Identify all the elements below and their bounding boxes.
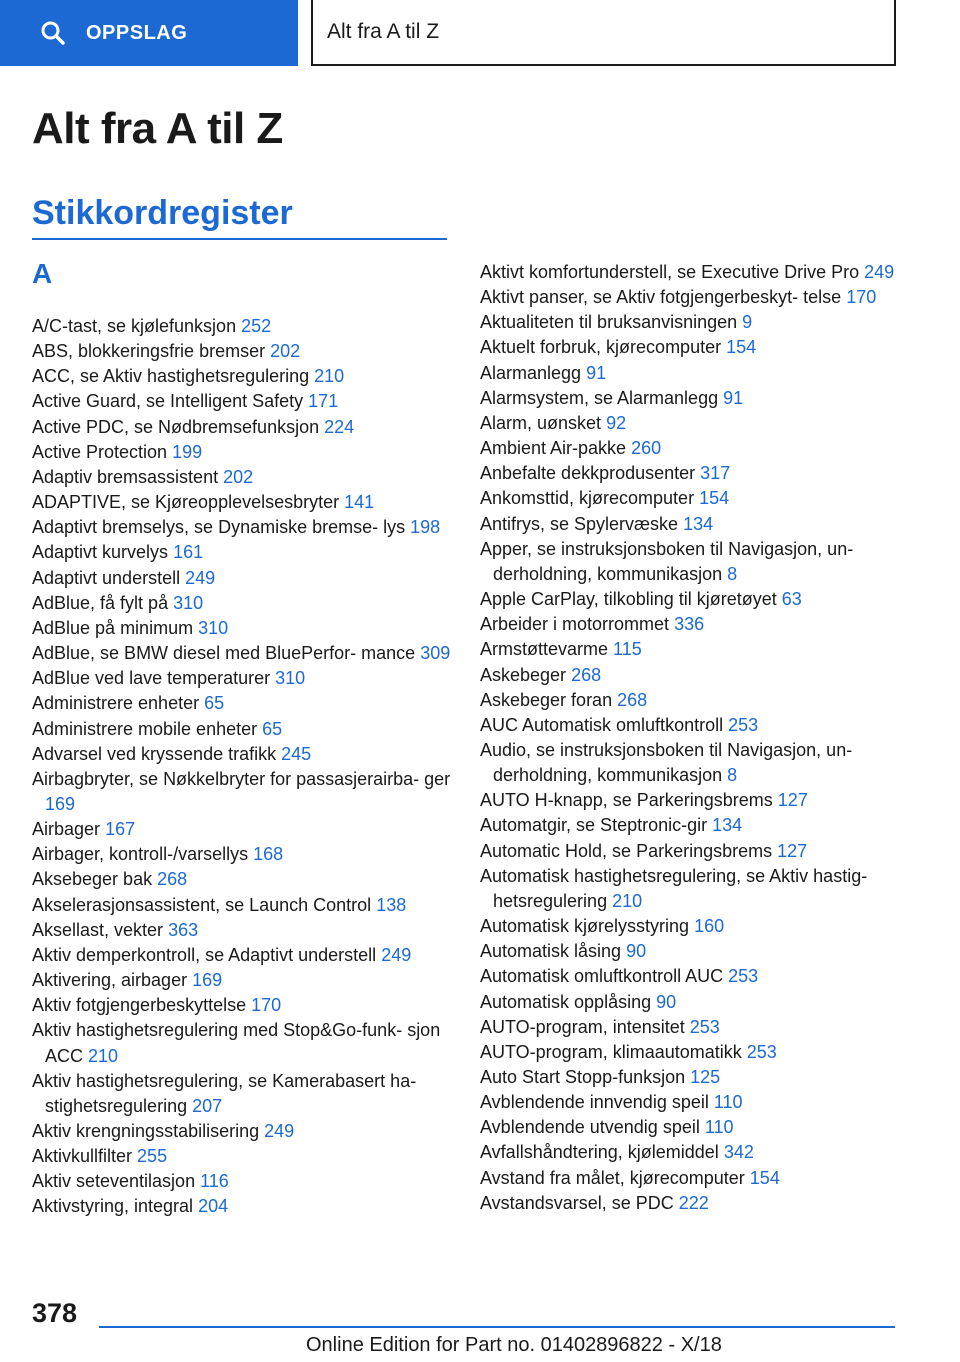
index-entry xyxy=(32,1169,452,1194)
index-entry-text: AUC Automatisk omluftkontroll xyxy=(480,714,724,735)
index-entry-page-link[interactable]: 8 xyxy=(727,563,738,584)
index-entry-text: AUTO-program, intensitet xyxy=(480,1016,685,1037)
index-entry-text: Aktivkullfilter xyxy=(32,1146,133,1167)
index-entry-text: Anbefalte dekkprodusenter xyxy=(480,463,696,484)
index-entry-page-link[interactable]: 268 xyxy=(617,689,648,710)
index-entry xyxy=(32,943,452,968)
index-entry-page-link[interactable]: 167 xyxy=(105,819,136,840)
index-entry-text: Automatisk opplåsing xyxy=(480,991,652,1012)
tab-oppslag-label: OPPSLAG xyxy=(86,21,188,44)
index-entry-page-link[interactable]: 210 xyxy=(314,366,345,387)
index-entry xyxy=(32,540,452,565)
index-entry-text: Aktiv demperkontroll, se Adaptivt understell xyxy=(32,944,377,965)
index-entry-text: Aktuelt forbruk, kjørecomputer xyxy=(480,337,722,358)
index-entry-text: Administrere mobile enheter xyxy=(32,718,258,739)
index-entry-page-link[interactable]: 63 xyxy=(781,589,802,610)
index-entry xyxy=(480,386,905,411)
index-entry xyxy=(32,842,452,867)
index-entry-text: Aktiv fotgjengerbeskyttelse xyxy=(32,995,247,1016)
index-entry-text: Alarmanlegg xyxy=(480,362,582,383)
index-entry-text: AdBlue, få fylt på xyxy=(32,592,169,613)
index-entry-page-link[interactable]: 198 xyxy=(410,517,441,538)
index-entry xyxy=(480,612,905,637)
index-entry-text: Automatisk kjørelysstyring xyxy=(480,916,690,937)
index-entry xyxy=(480,411,905,436)
index-entry xyxy=(32,817,452,842)
index-entry-text: Avfallshåndtering, kjølemiddel xyxy=(480,1142,719,1163)
index-entry-page-link[interactable]: 154 xyxy=(726,337,757,358)
index-entry xyxy=(32,968,452,993)
index-entry-text: Auto Start Stopp-funksjon xyxy=(480,1067,686,1087)
index-entry xyxy=(32,490,452,515)
index-entry-page-link[interactable]: 199 xyxy=(172,441,203,462)
index-entry xyxy=(32,867,452,892)
index-letter-heading: A xyxy=(32,258,53,289)
index-entry-text: Aktivt komfortunderstell, se Executive Drive Pro xyxy=(480,262,860,282)
index-entry-page-link[interactable]: 210 xyxy=(88,1045,119,1066)
index-entry-text: ABS, blokkeringsfrie bremser xyxy=(32,341,266,362)
index-entry xyxy=(480,788,905,813)
index-entry-page-link[interactable]: 252 xyxy=(241,316,272,336)
footer-edition-text: Online Edition for Part no. 01402896822 - X/18 xyxy=(306,1334,722,1356)
index-entry-text: AdBlue ved lave temperaturer xyxy=(32,668,271,689)
index-entry-text: Akselerasjonsassistent, se Launch Control xyxy=(32,894,372,915)
index-entry-text: Airbager, kontroll-/varsellys xyxy=(32,844,249,865)
index-entry-text: Active Protection xyxy=(32,441,168,462)
index-entry-text: Aktiv krengningsstabilisering xyxy=(32,1121,260,1141)
index-entry-page-link[interactable]: 253 xyxy=(746,1041,777,1062)
index-entry xyxy=(480,1166,905,1191)
index-entry-page-link[interactable]: 202 xyxy=(270,341,301,362)
index-entry xyxy=(32,440,452,465)
index-entry-page-link[interactable]: 134 xyxy=(712,815,743,836)
index-entry xyxy=(32,415,452,440)
index-entry xyxy=(480,990,905,1015)
search-icon xyxy=(40,20,66,46)
section-title: Stikkordregister xyxy=(32,194,293,232)
index-entry-page-link[interactable]: 268 xyxy=(157,869,188,890)
index-entry-page-link[interactable]: 202 xyxy=(223,466,254,487)
index-entry xyxy=(480,1140,905,1165)
index-entry xyxy=(480,335,905,360)
index-entry xyxy=(480,1065,905,1090)
index-entry-page-link[interactable]: 115 xyxy=(613,639,642,660)
index-entry-page-link[interactable]: 249 xyxy=(185,567,216,588)
index-entry-text: AUTO-program, klimaautomatikk xyxy=(480,1041,742,1062)
index-entry-page-link[interactable]: 127 xyxy=(777,840,808,861)
index-entry xyxy=(480,436,905,461)
index-entry-page-link[interactable]: 154 xyxy=(749,1167,780,1188)
index-entry-text: Automatgir, se Steptronic-gir xyxy=(480,815,708,836)
index-entry-text: ACC, se Aktiv hastighetsregulering xyxy=(32,366,310,387)
index-entry-page-link[interactable]: 363 xyxy=(168,919,199,940)
index-entry-text: Ambient Air-pakke xyxy=(480,438,627,459)
index-entry xyxy=(32,993,452,1018)
index-entry-page-link[interactable]: 253 xyxy=(728,966,759,987)
index-entry-text: Askebeger xyxy=(480,664,567,685)
index-entry-page-link[interactable]: 160 xyxy=(694,916,725,937)
index-entry-page-link[interactable]: 210 xyxy=(612,890,643,911)
index-entry-page-link[interactable]: 154 xyxy=(699,488,730,509)
index-entry-page-link[interactable]: 134 xyxy=(683,513,714,534)
index-entry-text: Apple CarPlay, tilkobling til kjøretøyet xyxy=(480,589,777,610)
index-entry-page-link[interactable]: 222 xyxy=(678,1192,709,1213)
index-entry xyxy=(480,1115,905,1140)
index-entry-page-link[interactable]: 310 xyxy=(173,592,204,613)
index-entry xyxy=(480,1015,905,1040)
index-entry-page-link[interactable]: 8 xyxy=(727,765,738,786)
index-entry xyxy=(32,566,452,591)
index-entry-page-link[interactable]: 310 xyxy=(275,668,306,689)
index-entry-text: Audio, se instruksjonsboken til Navigasjon, un‐ derholdning, kommunikasjon xyxy=(480,739,853,786)
index-entry-text: Aktivstyring, integral xyxy=(32,1196,194,1217)
index-entry-page-link[interactable]: 207 xyxy=(192,1095,223,1116)
index-entry-page-link[interactable]: 141 xyxy=(344,492,375,513)
index-column-left xyxy=(32,314,452,1220)
index-entry xyxy=(32,691,452,716)
index-entry-page-link[interactable]: 342 xyxy=(723,1142,754,1163)
index-entry-text: Active Guard, se Intelligent Safety xyxy=(32,391,304,412)
index-entry-text: Airbager xyxy=(32,819,101,840)
index-entry xyxy=(32,616,452,641)
index-entry-page-link[interactable]: 169 xyxy=(45,793,76,814)
index-entry-text: Adaptivt kurvelys xyxy=(32,542,169,563)
index-entry-page-link[interactable]: 116 xyxy=(200,1171,229,1192)
index-entry-text: Administrere enheter xyxy=(32,693,200,714)
index-entry xyxy=(32,742,452,767)
index-entry-text: Aktiv hastighetsregulering, se Kamerabasert ha‐ stighetsregulering xyxy=(32,1070,417,1116)
index-entry-text: Aksellast, vekter xyxy=(32,919,164,940)
index-entry-text: Adaptivt understell xyxy=(32,567,181,588)
index-entry-page-link[interactable]: 125 xyxy=(690,1067,721,1087)
index-entry-page-link[interactable]: 268 xyxy=(571,664,602,685)
index-entry-page-link[interactable]: 253 xyxy=(689,1016,720,1037)
index-entry-page-link[interactable]: 110 xyxy=(704,1117,734,1138)
index-entry xyxy=(32,893,452,918)
index-entry-page-link[interactable]: 317 xyxy=(700,463,731,484)
index-column-right xyxy=(480,260,905,1216)
index-entry-page-link[interactable]: 9 xyxy=(742,312,753,333)
index-entry-text: Aksebeger bak xyxy=(32,869,153,890)
index-entry-page-link[interactable]: 110 xyxy=(713,1092,743,1113)
index-entry-page-link[interactable]: 170 xyxy=(251,995,282,1016)
section-divider xyxy=(32,238,447,240)
index-entry xyxy=(480,964,905,989)
footer-divider xyxy=(99,1326,895,1328)
index-entry-page-link[interactable]: 161 xyxy=(173,542,204,563)
index-entry xyxy=(480,1090,905,1115)
index-entry-text: Automatisk omluftkontroll AUC xyxy=(480,966,724,987)
index-entry xyxy=(480,1040,905,1065)
index-entry-page-link[interactable]: 170 xyxy=(846,287,877,308)
index-entry xyxy=(480,813,905,838)
index-entry-text: Arbeider i motorrommet xyxy=(480,614,670,635)
index-entry xyxy=(480,713,905,738)
index-entry-text: Avblendende innvendig speil xyxy=(480,1092,709,1113)
index-entry-page-link[interactable]: 310 xyxy=(198,617,229,638)
index-entry xyxy=(480,637,905,662)
index-entry-page-link[interactable]: 92 xyxy=(606,412,627,433)
index-entry-text: AUTO H-knapp, se Parkeringsbrems xyxy=(480,790,773,811)
index-entry xyxy=(480,361,905,386)
index-entry-text: Alarm, uønsket xyxy=(480,412,602,433)
index-entry xyxy=(480,839,905,864)
index-entry-text: Antifrys, se Spylervæske xyxy=(480,513,679,534)
index-entry-page-link[interactable]: 336 xyxy=(674,614,705,635)
index-entry-page-link[interactable]: 65 xyxy=(262,718,283,739)
index-entry-text: Aktiv seteventilasjon xyxy=(32,1171,196,1192)
index-entry-text: Apper, se instruksjonsboken til Navigasjon, un‐ derholdning, kommunikasjon xyxy=(480,538,854,584)
index-entry xyxy=(480,864,905,914)
section-header xyxy=(311,0,896,66)
page-title: Alt fra A til Z xyxy=(32,104,283,153)
index-entry-text: Automatic Hold, se Parkeringsbrems xyxy=(480,840,773,861)
index-entry-text: Alarmsystem, se Alarmanlegg xyxy=(480,387,719,408)
index-entry-page-link[interactable]: 260 xyxy=(631,438,662,459)
index-entry-text: Active PDC, se Nødbremsefunksjon xyxy=(32,416,320,437)
index-entry-text: Aktivering, airbager xyxy=(32,970,188,991)
index-entry-page-link[interactable]: 90 xyxy=(656,991,677,1012)
index-entry-text: Adaptiv bremsassistent xyxy=(32,466,219,487)
index-entry-page-link[interactable]: 168 xyxy=(253,844,284,865)
index-entry xyxy=(480,1191,905,1216)
index-entry xyxy=(480,260,905,285)
index-entry-page-link[interactable]: 224 xyxy=(324,416,355,437)
index-entry xyxy=(32,918,452,943)
index-entry xyxy=(32,339,452,364)
index-entry xyxy=(480,512,905,537)
index-entry-text: Airbagbryter, se Nøkkelbryter for passasjerairba‐ ger xyxy=(32,768,451,789)
index-entry-page-link[interactable]: 127 xyxy=(777,790,808,811)
index-entry-page-link[interactable]: 91 xyxy=(586,362,607,383)
index-entry xyxy=(480,587,905,612)
section-header-label: Alt fra A til Z xyxy=(327,20,440,43)
index-entry-page-link[interactable]: 91 xyxy=(723,387,744,408)
index-entry-text: Aktivt panser, se Aktiv fotgjengerbeskyt‐ telse xyxy=(480,287,842,308)
index-entry xyxy=(32,1144,452,1169)
index-entry-text: Aktualiteten til bruksanvisningen xyxy=(480,312,738,333)
index-entry-page-link[interactable]: 245 xyxy=(281,743,312,764)
index-entry xyxy=(32,641,452,666)
page-number: 378 xyxy=(32,1298,78,1328)
index-entry-page-link[interactable]: 249 xyxy=(864,262,895,282)
index-entry xyxy=(480,310,905,335)
index-entry xyxy=(480,285,905,310)
index-entry xyxy=(32,1119,452,1144)
index-entry xyxy=(480,663,905,688)
index-entry xyxy=(480,914,905,939)
index-entry-text: A/C-tast, se kjølefunksjon xyxy=(32,316,237,336)
index-entry xyxy=(32,465,452,490)
index-entry-page-link[interactable]: 171 xyxy=(308,391,339,412)
index-entry-page-link[interactable]: 65 xyxy=(204,693,225,714)
index-entry-text: Adaptivt bremselys, se Dynamiske bremse‐ lys xyxy=(32,517,406,538)
index-entry-text: Automatisk låsing xyxy=(480,941,622,962)
index-entry-text: Automatisk hastighetsregulering, se Aktiv hastig‐ hetsregulering xyxy=(480,865,868,911)
index-entry xyxy=(32,364,452,389)
index-entry-text: AdBlue på minimum xyxy=(32,617,194,638)
index-entry-page-link[interactable]: 309 xyxy=(420,643,451,664)
index-entry-text: Aktiv hastighetsregulering med Stop&Go-funk‐ sjon ACC xyxy=(32,1020,441,1066)
index-entry xyxy=(32,389,452,414)
index-entry-page-link[interactable]: 249 xyxy=(264,1121,295,1141)
index-entry xyxy=(32,515,452,540)
index-entry xyxy=(480,537,905,587)
index-entry-text: ADAPTIVE, se Kjøreopplevelsesbryter xyxy=(32,492,340,513)
index-entry-page-link[interactable]: 90 xyxy=(626,941,647,962)
index-entry-page-link[interactable]: 169 xyxy=(192,970,223,991)
index-entry-text: Avstandsvarsel, se PDC xyxy=(480,1192,674,1213)
index-entry-text: AdBlue, se BMW diesel med BluePerfor‐ mance xyxy=(32,643,416,664)
index-entry-text: Advarsel ved kryssende trafikk xyxy=(32,743,277,764)
index-entry xyxy=(32,666,452,691)
index-entry-text: Ankomsttid, kjørecomputer xyxy=(480,488,695,509)
index-entry-page-link[interactable]: 253 xyxy=(728,714,759,735)
index-entry-text: Askebeger foran xyxy=(480,689,613,710)
index-entry-text: Avstand fra målet, kjørecomputer xyxy=(480,1167,745,1188)
index-entry xyxy=(32,591,452,616)
index-entry-page-link[interactable]: 204 xyxy=(198,1196,229,1217)
index-entry xyxy=(32,1018,452,1068)
index-entry-page-link[interactable]: 249 xyxy=(381,944,412,965)
index-entry xyxy=(480,738,905,788)
index-entry xyxy=(32,717,452,742)
index-entry-text: Avblendende utvendig speil xyxy=(480,1117,700,1138)
index-entry xyxy=(480,688,905,713)
index-entry-page-link[interactable]: 138 xyxy=(376,894,407,915)
index-entry xyxy=(32,767,452,817)
index-entry xyxy=(32,1194,452,1219)
tab-oppslag[interactable] xyxy=(0,0,298,66)
index-entry xyxy=(480,939,905,964)
index-entry xyxy=(32,1069,452,1119)
index-entry-text: Armstøttevarme xyxy=(480,639,609,660)
index-entry xyxy=(480,461,905,486)
index-entry xyxy=(480,486,905,511)
index-entry xyxy=(32,314,452,339)
index-entry-page-link[interactable]: 255 xyxy=(137,1146,168,1167)
